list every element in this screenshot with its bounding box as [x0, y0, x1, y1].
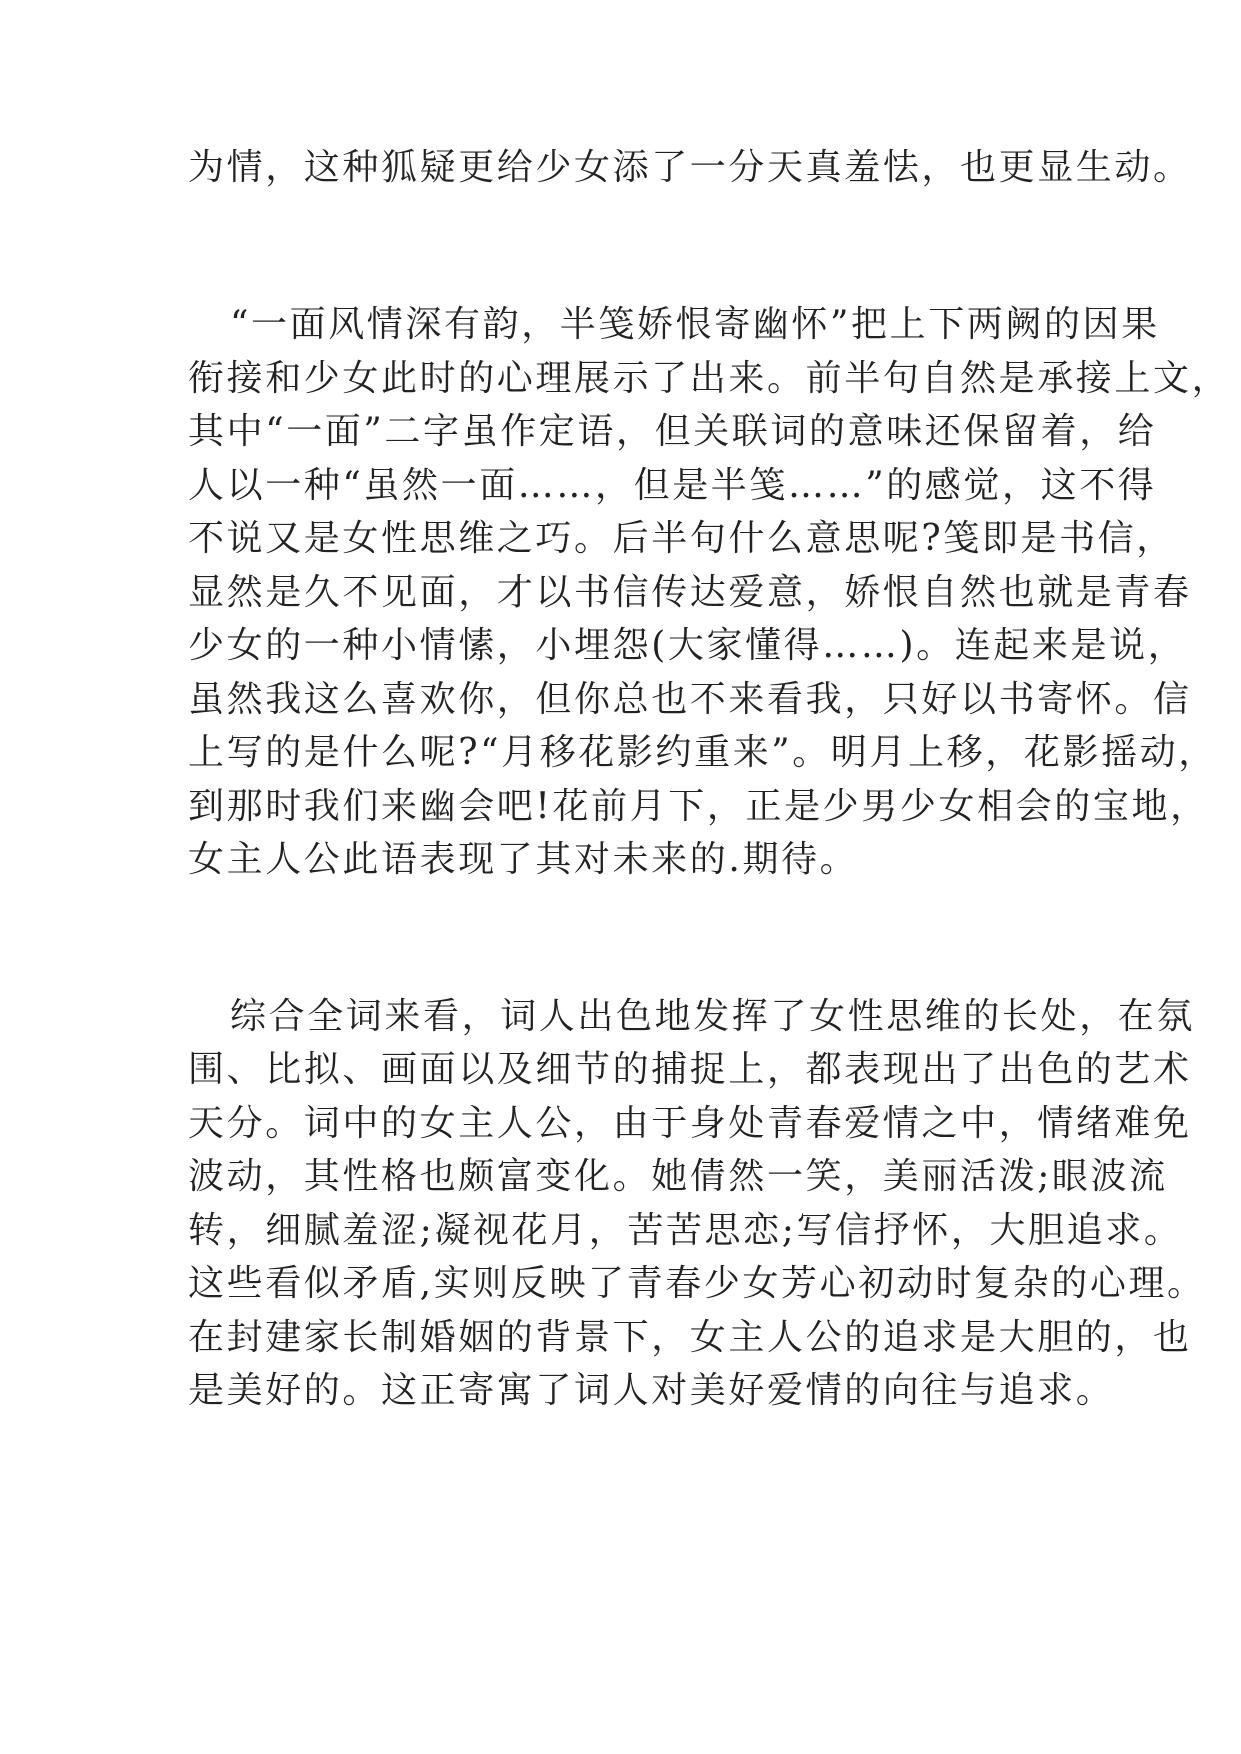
paragraph-3-line-8: 是美好的。这正寄寓了词人对美好爱情的向往与追求。	[188, 1370, 1115, 1411]
paragraph-2-line-11: 女主人公此语表现了其对未来的.期待。	[188, 839, 859, 880]
paragraph-2-line-8: 虽然我这么喜欢你，但你总也不来看我，只好以书寄怀。信	[188, 679, 1192, 720]
paragraph-3-line-5: 转，细腻羞涩;凝视花月，苦苦思恋;写信抒怀，大胆追求。	[188, 1210, 1183, 1251]
paragraph-3-line-4: 波动，其性格也颇富变化。她倩然一笑，美丽活泼;眼波流	[188, 1156, 1168, 1197]
paragraph-2-line-2: 衔接和少女此时的心理展示了出来。前半句自然是承接上文，	[188, 358, 1231, 399]
paragraph-2-line-5: 不说又是女性思维之巧。后半句什么意思呢?笺即是书信，	[188, 518, 1175, 559]
paragraph-2-line-9: 上写的是什么呢?“月移花影约重来”。明月上移，花影摇动，	[188, 732, 1217, 773]
paragraph-3-line-1: 综合全词来看，词人出色地发挥了女性思维的长处，在氛	[230, 996, 1196, 1037]
paragraph-2-line-6: 显然是久不见面，才以书信传达爱意，娇恨自然也就是青春	[188, 572, 1192, 613]
paragraph-2-line-7: 少女的一种小情愫，小埋怨(大家懂得……)。连起来是说，	[188, 625, 1187, 666]
paragraph-3-line-3: 天分。词中的女主人公，由于身处青春爱情之中，情绪难免	[188, 1103, 1192, 1144]
paragraph-3-line-6: 这些看似矛盾,实则反映了青春少女芳心初动时复杂的心理。	[188, 1263, 1206, 1304]
paragraph-2-line-1: “一面风情深有韵，半笺娇恨寄幽怀”把上下两阙的因果	[230, 304, 1160, 345]
paragraph-2-line-3: 其中“一面”二字虽作定语，但关联词的意味还保留着，给	[188, 411, 1157, 452]
paragraph-3-line-7: 在封建家长制婚姻的背景下，女主人公的追求是大胆的，也	[188, 1317, 1192, 1358]
paragraph-3-line-2: 围、比拟、画面以及细节的捕捉上，都表现出了出色的艺术	[188, 1049, 1192, 1090]
paragraph-2-line-4: 人以一种“虽然一面……，但是半笺……”的感觉，这不得	[188, 465, 1157, 506]
paragraph-2-line-10: 到那时我们来幽会吧!花前月下，正是少男少女相会的宝地，	[188, 786, 1209, 827]
paragraph-1-line-1: 为情，这种狐疑更给少女添了一分天真羞怯，也更显生动。	[188, 147, 1192, 188]
